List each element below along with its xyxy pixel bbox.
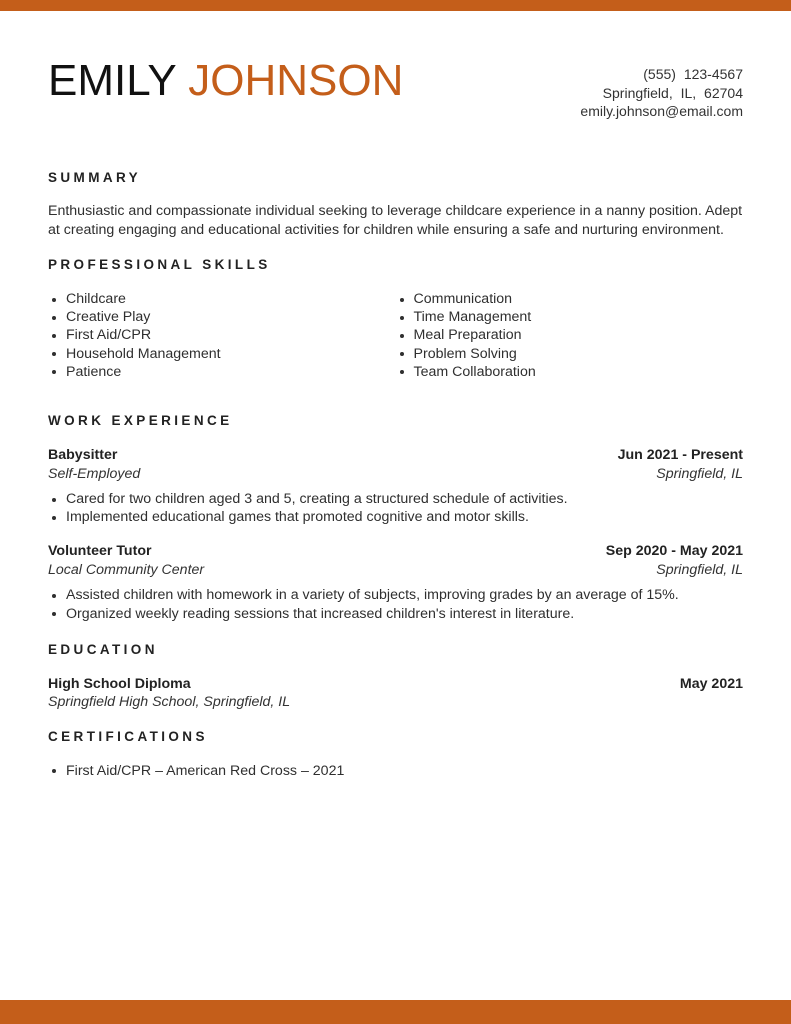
section-title-skills: PROFESSIONAL SKILLS <box>48 257 271 272</box>
job-location: Springfield, IL <box>656 465 743 482</box>
contact-phone: (555) 123-4567 <box>643 66 743 82</box>
first-name: EMILY <box>48 56 176 105</box>
job-org: Local Community Center <box>48 561 205 578</box>
certification-list <box>48 762 743 780</box>
skill-item: First Aid/CPR <box>48 326 396 344</box>
skill-item: Time Management <box>396 308 744 326</box>
skills-column-1 <box>48 290 396 381</box>
skills-list <box>48 290 743 381</box>
candidate-name <box>48 56 403 106</box>
section-title-summary: SUMMARY <box>48 170 142 185</box>
job-bullet: Assisted children with homework in a variety of subjects, improving grades by an average of 15%. <box>48 586 743 604</box>
section-title-certifications: CERTIFICATIONS <box>48 728 208 744</box>
education-date: May 2021 <box>679 675 743 692</box>
education-degree: High School Diploma <box>48 675 191 692</box>
skill-item: Meal Preparation <box>396 326 744 344</box>
resume-header <box>48 56 743 126</box>
top-accent-bar <box>0 0 791 11</box>
skill-item: Household Management <box>48 345 396 363</box>
summary-text: Enthusiastic and compassionate individual seeking to leverage childcare experience in a nanny position. Adept at creating engaging and educational activities for children while ensuring a safe and nurturing environment. <box>48 203 743 238</box>
skill-item: Childcare <box>48 290 396 308</box>
job-bullet: Organized weekly reading sessions that increased children's interest in literature. <box>48 605 743 623</box>
job-entry <box>48 542 743 622</box>
education-school: Springfield High School, Springfield, IL <box>48 694 291 711</box>
skill-item: Patience <box>48 363 396 381</box>
skills-section <box>48 257 743 381</box>
last-name: JOHNSON <box>188 56 404 105</box>
skill-item: Team Collaboration <box>396 363 744 381</box>
job-role: Babysitter <box>48 447 118 464</box>
job-bullets <box>48 490 743 526</box>
job-bullet: Cared for two children aged 3 and 5, creating a structured schedule of activities. <box>48 490 743 508</box>
contact-info <box>580 65 743 121</box>
job-location: Springfield, IL <box>656 561 743 578</box>
skill-item: Communication <box>396 290 744 308</box>
job-dates: Sep 2020 - May 2021 <box>605 543 743 560</box>
skill-item: Problem Solving <box>396 345 744 363</box>
skill-item: Creative Play <box>48 308 396 326</box>
job-bullet: Implemented educational games that promoted cognitive and motor skills. <box>48 508 743 526</box>
certifications-section <box>48 729 743 780</box>
job-dates: Jun 2021 - Present <box>617 447 743 464</box>
contact-email: emily.johnson@email.com <box>580 103 743 119</box>
section-title-education: EDUCATION <box>48 641 158 657</box>
job-entry <box>48 446 743 526</box>
resume-body <box>48 170 743 780</box>
certification-item: First Aid/CPR – American Red Cross – 2021 <box>48 762 743 780</box>
contact-address: Springfield, IL, 62704 <box>602 84 743 101</box>
section-title-experience: WORK EXPERIENCE <box>48 413 233 429</box>
job-role: Volunteer Tutor <box>48 543 152 560</box>
summary-section <box>48 170 743 239</box>
bottom-accent-bar <box>0 1000 791 1024</box>
job-bullets <box>48 586 743 622</box>
education-section <box>48 642 743 712</box>
skills-column-2 <box>396 290 744 381</box>
experience-section <box>48 413 743 623</box>
job-org: Self-Employed <box>48 465 141 482</box>
